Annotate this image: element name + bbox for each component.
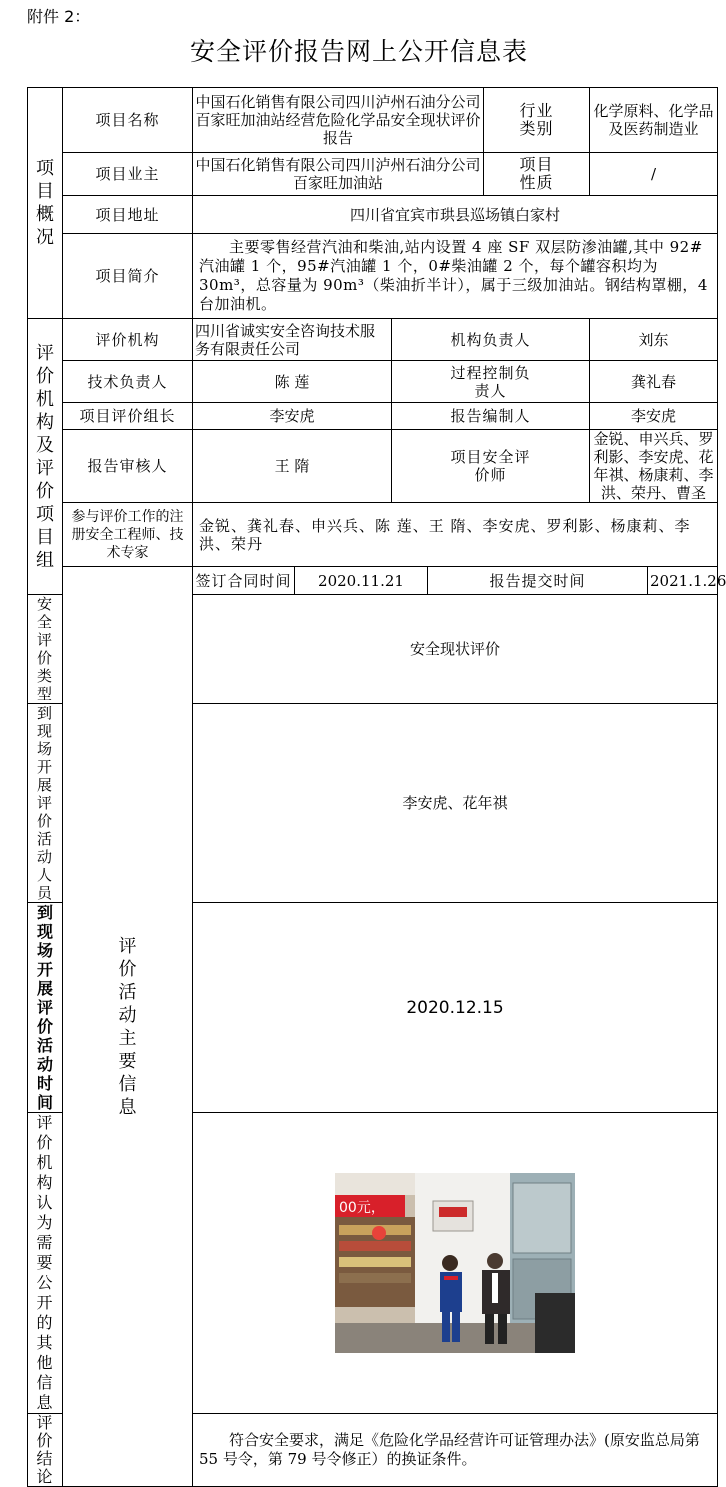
industry-value: 化学原料、化学品及医药制造业 [590,88,718,153]
attachment-label: 附件 2： [27,7,91,26]
project-leader-value: 李安虎 [193,403,392,430]
submit-time-label: 报告提交时间 [428,567,648,595]
onsite-staff-value: 李安虎、花年祺 [193,704,718,903]
evaluation-type-label: 安全评价类型 [28,595,63,704]
tech-head-label: 技术负责人 [63,361,193,403]
contract-time-label: 签订合同时间 [193,567,295,595]
report-reviewer-label: 报告审核人 [63,430,193,503]
section-evaluation-org: 评价机构及评价项目组 [28,319,63,595]
project-owner-label: 项目业主 [63,153,193,196]
agency-head-label: 机构负责人 [392,319,590,361]
project-leader-label: 项目评价组长 [63,403,193,430]
process-control-value: 龚礼春 [590,361,718,403]
project-nature-value: / [590,153,718,196]
report-reviewer-value: 王 隋 [193,430,392,503]
onsite-photo [335,1173,575,1353]
onsite-photo-image [335,1173,575,1353]
report-compiler-label: 报告编制人 [392,403,590,430]
info-table [27,87,726,1487]
tech-head-value: 陈 莲 [193,361,392,403]
other-info-photo-cell [193,1113,718,1414]
section-activity-info: 评价活动主要信息 [63,567,193,1487]
contract-time-value: 2020.11.21 [295,567,428,595]
project-address-label: 项目地址 [63,196,193,234]
onsite-staff-label: 到现场开展评价活动人员 [28,704,63,903]
evaluators-label: 项目安全评价师 [392,430,590,503]
page-title: 安全评价报告网上公开信息表 [189,37,528,66]
evaluators-value: 金锐、申兴兵、罗利影、李安虎、花年祺、杨康莉、李洪、荣丹、曹圣 [590,430,718,503]
project-intro-label: 项目简介 [63,234,193,319]
conclusion-value: 符合安全要求，满足《危险化学品经营许可证管理办法》(原安监总局第 55 号令，第 79 号令修正）的换证条件。 [193,1414,718,1487]
evaluation-type-value: 安全现状评价 [193,595,718,704]
project-name-label: 项目名称 [63,88,193,153]
project-owner-value: 中国石化销售有限公司四川泸州石油分公司百家旺加油站 [193,153,484,196]
onsite-time-label: 到现场开展评价活动时间 [28,903,63,1113]
other-info-label: 评价机构认为需要公开的其他信息 [28,1113,63,1414]
process-control-label: 过程控制负责人 [392,361,590,403]
project-address-value: 四川省宜宾市珙县巡场镇白家村 [193,196,718,234]
experts-value: 金锐、龚礼春、申兴兵、陈 莲、王 隋、李安虎、罗利影、杨康莉、李洪、荣丹 [193,503,718,567]
conclusion-label: 评价结论 [28,1414,63,1487]
project-nature-label: 项目性质 [484,153,590,196]
submit-time-value: 2021.1.26 [648,567,718,595]
experts-label: 参与评价工作的注册安全工程师、技术专家 [63,503,193,567]
agency-label: 评价机构 [63,319,193,361]
section-project-overview: 项目概况 [28,88,63,319]
agency-value: 四川省诚实安全咨询技术服务有限责任公司 [193,319,392,361]
project-intro-value: 主要零售经营汽油和柴油,站内设置 4 座 SF 双层防渗油罐,其中 92#汽油罐 1 个，95#汽油罐 1 个，0#柴油罐 2 个，每个罐容积均为 30m³，总容量为 90m³（柴油折半计），属于三级加油站。钢结构罩棚，4 台加油机。 [193,234,718,319]
industry-label: 行业类别 [484,88,590,153]
onsite-time-value: 2020.12.15 [193,903,718,1113]
project-name-value: 中国石化销售有限公司四川泸州石油分公司百家旺加油站经营危险化学品安全现状评价报告 [193,88,484,153]
photo-sign-text: 00元， [339,1200,385,1216]
report-compiler-value: 李安虎 [590,403,718,430]
agency-head-value: 刘东 [590,319,718,361]
